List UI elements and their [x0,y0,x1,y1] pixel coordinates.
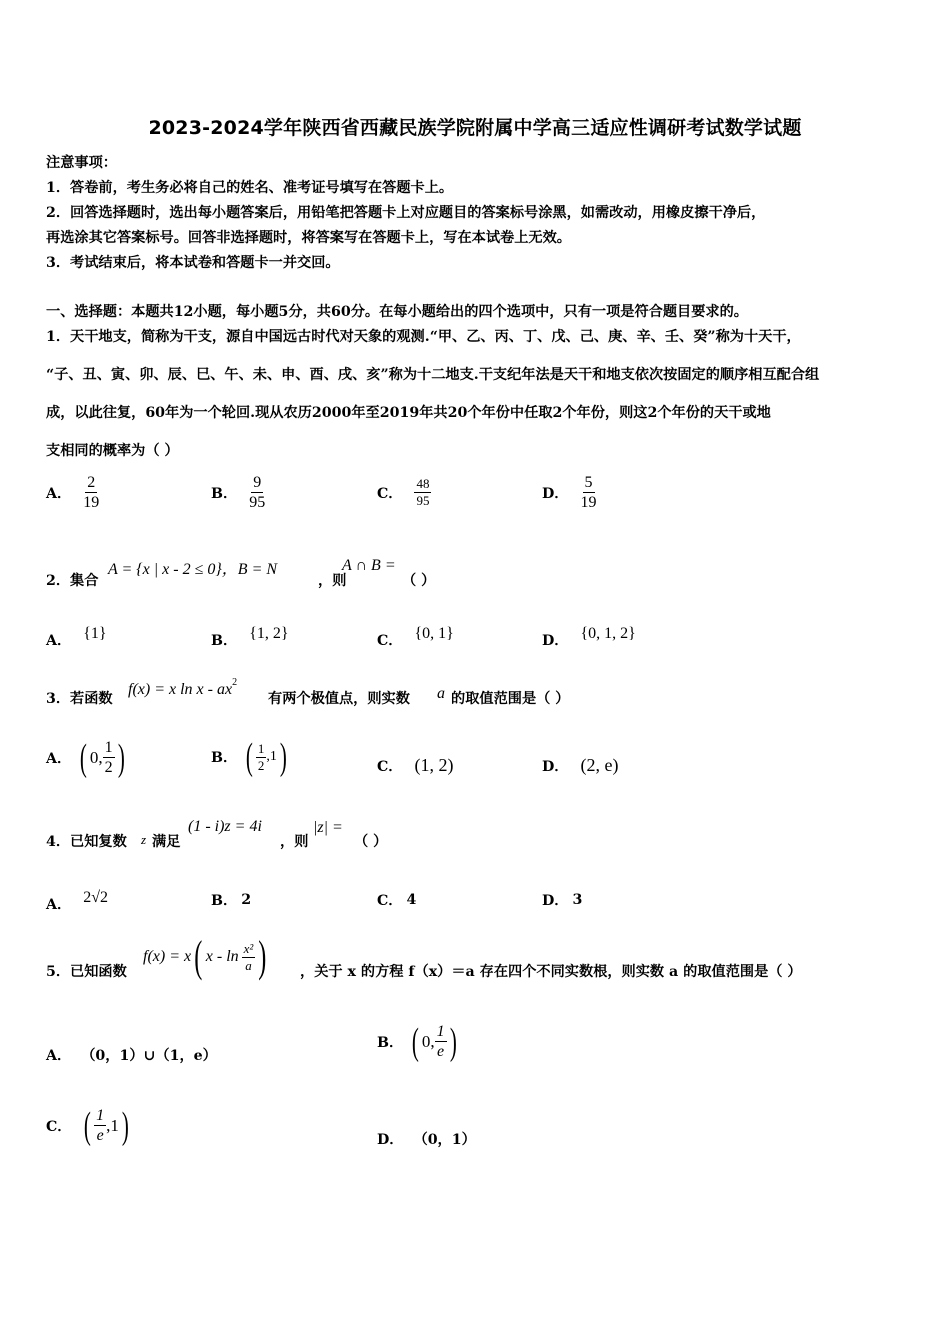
function-expression: f(x) = x ln x - ax [128,681,233,698]
option-value: （0，1）∪（1，e） [81,1048,217,1064]
denominator: 2 [257,757,265,773]
numerator: 2 [87,474,96,491]
denominator: e [437,1043,445,1060]
q2-option-a[interactable] [46,618,107,650]
option-value: {1} [83,625,107,642]
denominator: 19 [580,494,597,511]
fraction [83,473,99,512]
q4-option-a[interactable] [46,882,108,914]
q4-condition: (1 - i)z = 4i [188,818,262,835]
exam-title: 2023-2024学年陕西省西藏民族学院附属中学高三适应性调研考试数学试题 [148,117,802,139]
option-value: {0, 1, 2} [580,625,636,642]
q2-expression: A ∩ B = [342,557,396,574]
option-value: (2, e) [580,755,619,775]
denominator: e [96,1127,104,1144]
option-label: D． [542,633,569,649]
denominator: 95 [416,493,430,508]
option-value: (1, 2) [414,755,454,775]
fraction [581,473,597,512]
q4-expression: |z| = [313,819,343,836]
paren-close: ) [279,736,287,778]
fraction [256,741,267,774]
paren-close: ) [121,1104,129,1147]
fraction [435,1022,447,1061]
q3-function [128,677,237,699]
fraction [103,738,115,777]
q5-prefix: 5．已知函数 [46,964,127,980]
option-label: B． [377,1034,404,1051]
q1-line-1: 1．天干地支，简称为干支，源自中国远古时代对天象的观测.“甲、乙、丙、丁、戊、己、庚、辛、壬、癸”称为十天干， [46,329,801,345]
q4-option-c[interactable] [377,890,416,910]
numerator: 48 [416,476,430,491]
denominator: 19 [83,494,100,511]
option-label: C． [377,485,403,502]
option-right: ,1 [266,749,277,764]
q5-option-a[interactable] [46,1045,217,1065]
q1-line-3: 成，以此往复，60年为一个轮回.现从农历2000年至2019年共20个年份中任取2个年份，则这2个年份的天干或地 [46,405,771,421]
q4-option-d[interactable] [542,890,582,910]
option-label: B． [211,750,238,766]
q2-suffix: （ ） [402,573,436,589]
notice-line-4: 3．考试结束后，将本试卷和答题卡一并交回。 [46,255,340,271]
option-label: B． [211,893,238,909]
q2-option-c[interactable] [377,618,454,650]
option-value: {0, 1} [414,625,454,642]
notice-line-3: 再选涂其它答案标号。回答非选择题时，将答案写在答题卡上，写在本试卷上无效。 [46,230,571,246]
option-value: 4 [406,892,417,908]
q5-function [143,932,270,981]
paren-open: ( [412,1020,419,1063]
q2-option-d[interactable] [542,618,636,650]
q1-line-2: “子、丑、寅、卯、辰、巳、午、未、申、酉、戌、亥”称为十二地支.干支纪年法是天干和地支依次按固定的顺序相互配合组 [46,367,820,383]
numerator: 1 [257,740,265,756]
section-header: 一、选择题：本题共12小题，每小题5分，共60分。在每小题给出的四个选项中，只有一项是符合题目要求的。 [46,304,748,320]
q1-option-a[interactable] [46,473,99,512]
option-value: {1, 2} [249,625,289,642]
q4-suffix: （ ） [354,834,388,850]
option-label: C． [377,758,403,775]
option-label: C． [377,893,403,909]
q1-option-d[interactable] [542,473,597,512]
q1-option-c[interactable] [377,476,431,509]
option-label: A． [46,1048,72,1064]
q3-suffix: 的取值范围是（ ） [451,691,570,707]
q4-mid2: ，则 [280,834,309,850]
fraction [249,473,265,512]
fraction [242,941,256,974]
option-left: 0, [421,1031,435,1051]
option-label: A． [46,633,72,649]
q4-prefix: 4．已知复数 [46,834,127,850]
option-label: C． [377,633,403,649]
notice-heading: 注意事项： [46,155,117,171]
option-label: A． [46,750,72,767]
q4-mid: 满足 [152,834,181,850]
function-inner: x - ln [205,948,239,965]
denominator: a [245,957,252,973]
option-label: D． [542,893,569,909]
function-left: f(x) = x [143,948,192,965]
option-value: （0，1） [413,1132,476,1148]
notice-line-2: 2．回答选择题时，选出每小题答案后，用铅笔把答题卡上对应题目的答案标号涂黑，如需改动，用橡皮擦干净后， [46,205,766,221]
paren-close: ) [449,1020,457,1063]
paren-open: ( [194,932,203,981]
option-label: D． [542,485,569,502]
q5-option-b[interactable] [377,1022,459,1061]
option-label: A． [46,485,72,502]
option-value: 2√2 [83,889,108,906]
q3-option-c[interactable] [377,755,453,776]
q5-option-d[interactable] [377,1129,476,1149]
paren-open: ( [246,736,253,778]
q1-line-4: 支相同的概率为（ ） [46,443,179,459]
q3-mid: 有两个极值点，则实数 [268,691,410,707]
option-label: D． [377,1132,404,1148]
option-left: 0, [89,747,103,767]
option-label: D． [542,758,569,775]
q3-option-a[interactable] [46,738,127,777]
option-right: ,1 [106,1115,119,1135]
exponent: 2 [232,677,238,688]
fraction [414,476,431,509]
option-label: B． [211,485,238,502]
numerator: 9 [253,474,262,491]
q2-set-definition: A = {x | x - 2 ≤ 0}，B = N [108,561,278,578]
notice-line-1: 1．答卷前，考生务必将自己的姓名、准考证号填写在答题卡上。 [46,180,454,196]
q2-option-b[interactable] [211,618,289,650]
option-label: A． [46,897,72,913]
numerator: 1 [104,739,113,756]
q4-option-b[interactable] [211,890,251,910]
q4-variable: z [141,832,147,847]
denominator: 95 [249,494,266,511]
q2-mid: ，则 [318,573,347,589]
q5-option-c[interactable] [46,1106,132,1145]
option-value: 3 [572,892,583,908]
option-label: C． [46,1118,72,1135]
paren-close: ) [258,932,267,981]
option-value: 2 [241,892,252,908]
q2-prefix: 2．集合 [46,573,99,589]
numerator: 1 [436,1023,445,1040]
paren-close: ) [117,736,125,779]
numerator: 1 [96,1107,105,1124]
denominator: 2 [104,759,113,776]
fraction [94,1106,106,1145]
q3-option-b[interactable] [211,738,290,776]
numerator: x² [243,940,254,956]
paren-open: ( [80,736,88,779]
q5-text: ，关于 x 的方程 f（x）＝a 存在四个不同实数根，则实数 a 的取值范围是（ ） [300,964,802,980]
q3-prefix: 3．若函数 [46,691,113,707]
option-label: B． [211,633,238,649]
q3-variable: a [437,685,445,702]
q3-option-d[interactable] [542,755,618,776]
paren-open: ( [84,1104,92,1147]
q1-option-b[interactable] [211,473,265,512]
numerator: 5 [584,474,593,491]
